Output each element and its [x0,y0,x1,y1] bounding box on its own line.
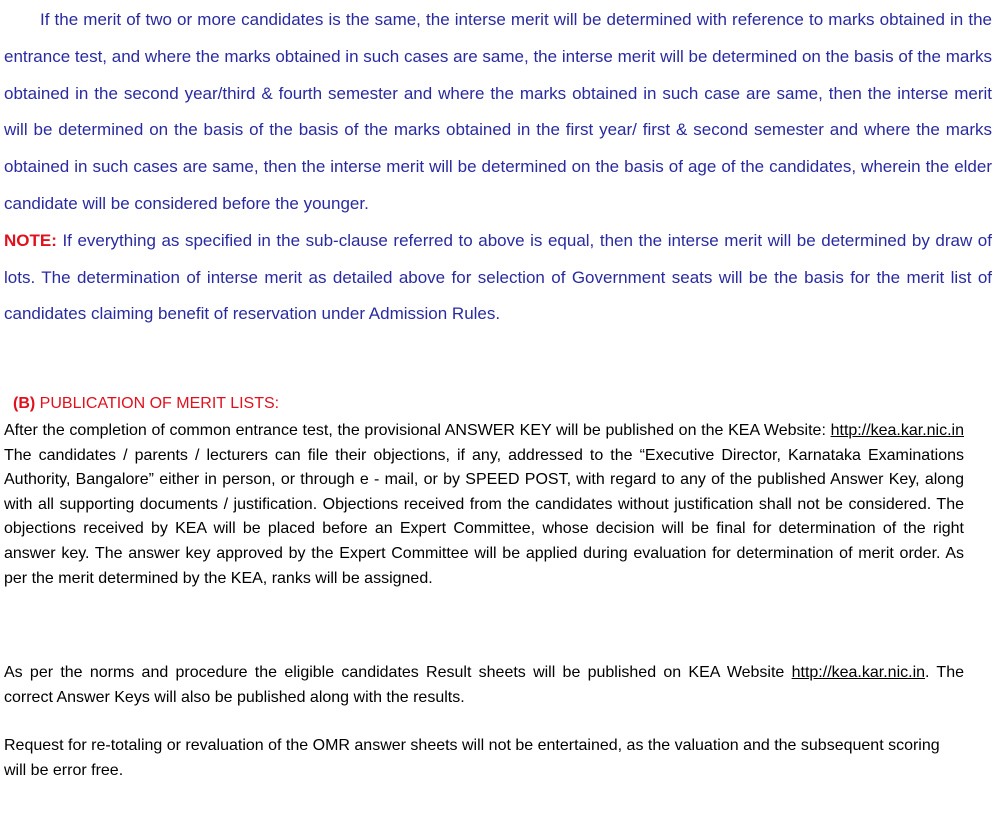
note-label: NOTE: [4,230,57,250]
retotaling-paragraph: Request for re-totaling or revaluation of the OMR answer sheets will not be entertained, as the valuation and the subsequent scoring will be error free. [4,737,940,779]
results-text-1: As per the norms and procedure the eligible candidates Result sheets will be published on KEA Website [4,664,792,681]
section-b-marker: (B) [13,395,36,412]
results-paragraph [4,661,964,710]
kea-results-link[interactable]: http://kea.kar.nic.in [791,664,926,681]
answer-key-text-1: After the completion of common entrance test, the provisional ANSWER KEY will be published on the KEA Website: [4,422,831,439]
answer-key-paragraph [4,419,964,591]
intro-text: If the merit of two or more candidates is the same, the interse merit will be determined with reference to marks obtained in the entrance test, and where the marks obtained in such cases are same, the interse merit will be determined on the basis of the marks obtained in the second year/third & fourth semester and where the marks obtained in such case are same, then the interse merit will be determined on the basis of the basis of the marks obtained in the first year/ first & second semester and where the marks obtained in such cases are same, then the interse merit will be determined on the basis of age of the candidates, wherein the elder candidate will be considered before the younger. [4,10,992,213]
results-text-2: . The correct Answer Keys will also be published along with the results. [4,664,965,706]
kea-website-link[interactable]: http://kea.kar.nic.in [830,422,964,439]
note-text: If everything as specified in the sub-clause referred to above is equal, then the interse merit will be determined by draw of lots. The determination of interse merit as detailed above for selection of Government seats will be the basis for the merit list of candidates claiming benefit of reservation under Admission Rules. [4,230,992,324]
intro-paragraph [4,2,992,333]
section-b-title: PUBLICATION OF MERIT LISTS: [35,395,280,412]
answer-key-text-2: The candidates / parents / lecturers can file their objections, if any, addressed to the “Executive Director, Karnataka Examinations Authority, Bangalore” either in person, or through e - mail, or by SPEED POST, with regard to any of the published Answer Key, along with all supporting documents / justification. Objections received from the candidates without justification shall not be considered. The objections received by KEA will be placed before an Expert Committee, whose decision will be final for determination of the right answer key. The answer key approved by the Expert Committee will be applied during evaluation for determination of merit order. As per the merit determined by the KEA, ranks will be assigned. [4,446,964,587]
section-b-heading [13,394,1001,414]
